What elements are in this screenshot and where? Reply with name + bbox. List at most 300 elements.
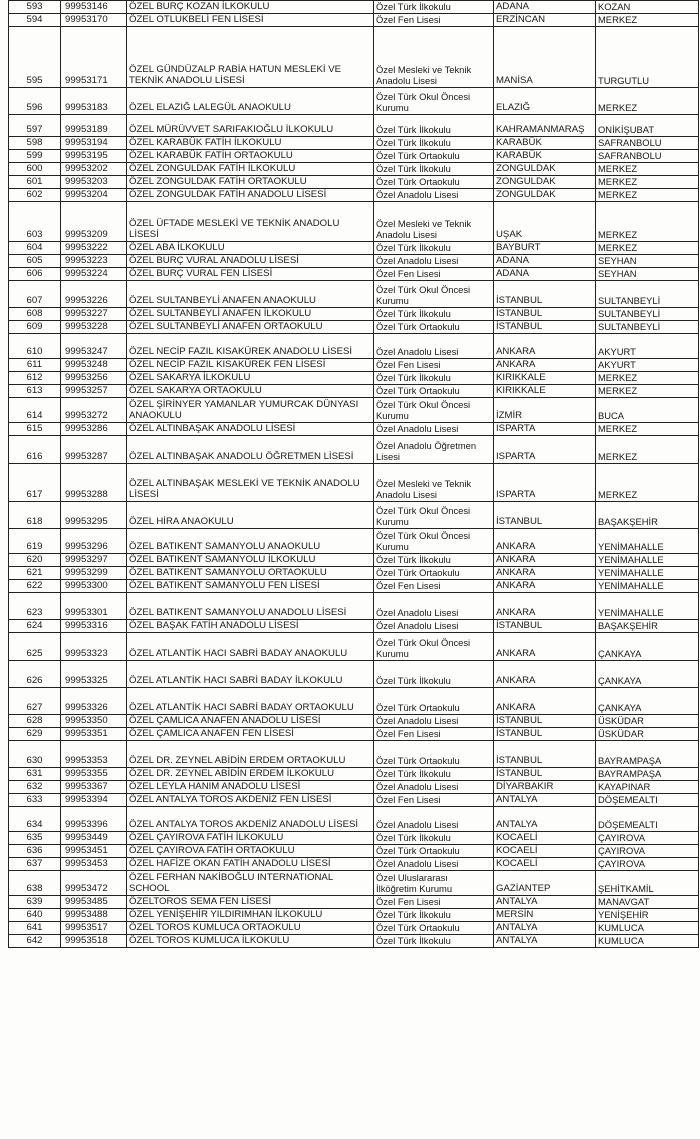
institution-type-cell: Özel Türk İlkokulu: [374, 242, 494, 255]
district-cell: SEYHAN: [596, 255, 699, 268]
institution-name-cell: ÖZEL ANTALYA TOROS AKDENİZ ANADOLU LİSESİ: [127, 807, 374, 832]
table-row: [9, 436, 699, 464]
institution-type-cell: Özel Mesleki ve Teknik Anadolu Lisesi: [374, 202, 494, 242]
institution-code-cell: 99953286: [61, 423, 127, 436]
institution-name-cell: ÖZEL OTLUKBELİ FEN LİSESİ: [127, 14, 374, 27]
row-number-cell: 638: [9, 871, 61, 896]
district-cell: SULTANBEYLİ: [596, 321, 699, 334]
province-cell: İSTANBUL: [494, 768, 596, 781]
table-row: [9, 620, 699, 633]
row-number-cell: 636: [9, 845, 61, 858]
row-number-cell: 610: [9, 334, 61, 359]
institution-name-cell: ÖZEL KARABÜK FATİH İLKOKULU: [127, 137, 374, 150]
institution-code-cell: 99953297: [61, 554, 127, 567]
institution-type-cell: Özel Uluslararası İlköğretim Kurumu: [374, 871, 494, 896]
institution-name-cell: ÖZEL BATIKENT SAMANYOLU İLKOKULU: [127, 554, 374, 567]
institution-code-cell: 99953326: [61, 688, 127, 715]
district-cell: ÇANKAYA: [596, 688, 699, 715]
institution-name-cell: ÖZEL BAŞAK FATİH ANADOLU LİSESİ: [127, 620, 374, 633]
institution-name-cell: ÖZEL ATLANTİK HACI SABRİ BADAY ANAOKULU: [127, 633, 374, 661]
institution-name-cell: ÖZEL TOROS KUMLUCA ORTAOKULU: [127, 922, 374, 935]
table-row: [9, 242, 699, 255]
institution-name-cell: ÖZEL GÜNDÜZALP RABİA HATUN MESLEKİ VE TEKNİK ANADOLU LİSESİ: [127, 27, 374, 88]
province-cell: İZMİR: [494, 398, 596, 423]
institution-name-cell: ÖZEL MÜRÜVVET SARIFAKIOĞLU İLKOKULU: [127, 115, 374, 137]
district-cell: YENİMAHALLE: [596, 580, 699, 593]
district-cell: SAFRANBOLU: [596, 137, 699, 150]
row-number-cell: 628: [9, 715, 61, 728]
institution-code-cell: 99953485: [61, 896, 127, 909]
institution-type-cell: Özel Anadolu Lisesi: [374, 334, 494, 359]
institution-type-cell: Özel Türk Ortaokulu: [374, 176, 494, 189]
row-number-cell: 600: [9, 163, 61, 176]
institution-code-cell: 99953194: [61, 137, 127, 150]
province-cell: ANKARA: [494, 633, 596, 661]
province-cell: ANKARA: [494, 593, 596, 620]
institution-code-cell: 99953355: [61, 768, 127, 781]
institution-type-cell: Özel Fen Lisesi: [374, 794, 494, 807]
institution-code-cell: 99953287: [61, 436, 127, 464]
row-number-cell: 598: [9, 137, 61, 150]
district-cell: ÜSKÜDAR: [596, 728, 699, 741]
institution-code-cell: 99953316: [61, 620, 127, 633]
province-cell: KOCAELİ: [494, 832, 596, 845]
institution-name-cell: ÖZEL ÜFTADE MESLEKİ VE TEKNİK ANADOLU LİSESİ: [127, 202, 374, 242]
province-cell: KIRIKKALE: [494, 372, 596, 385]
table-row: [9, 715, 699, 728]
institution-name-cell: ÖZEL BATIKENT SAMANYOLU ANADOLU LİSESİ: [127, 593, 374, 620]
institution-code-cell: 99953171: [61, 27, 127, 88]
institution-code-cell: 99953272: [61, 398, 127, 423]
province-cell: ANKARA: [494, 567, 596, 580]
table-row: [9, 115, 699, 137]
table-row: [9, 150, 699, 163]
row-number-cell: 621: [9, 567, 61, 580]
institution-name-cell: ÖZEL ZONGULDAK FATİH İLKOKULU: [127, 163, 374, 176]
table-row: [9, 176, 699, 189]
institution-code-cell: 99953453: [61, 858, 127, 871]
table-row: [9, 781, 699, 794]
province-cell: ANTALYA: [494, 922, 596, 935]
table-row: [9, 163, 699, 176]
row-number-cell: 614: [9, 398, 61, 423]
institution-name-cell: ÖZEL FERHAN NAKİBOĞLU INTERNATIONAL SCHOOL: [127, 871, 374, 896]
province-cell: ANTALYA: [494, 794, 596, 807]
institution-name-cell: ÖZEL ATLANTİK HACI SABRİ BADAY ORTAOKULU: [127, 688, 374, 715]
row-number-cell: 613: [9, 385, 61, 398]
institution-name-cell: ÖZEL ŞİRİNYER YAMANLAR YUMURCAK DÜNYASI ANAOKULU: [127, 398, 374, 423]
province-cell: ANTALYA: [494, 935, 596, 948]
district-cell: MERKEZ: [596, 385, 699, 398]
institution-code-cell: 99953227: [61, 308, 127, 321]
row-number-cell: 612: [9, 372, 61, 385]
row-number-cell: 627: [9, 688, 61, 715]
row-number-cell: 599: [9, 150, 61, 163]
institution-type-cell: Özel Türk İlkokulu: [374, 163, 494, 176]
institution-type-cell: Özel Anadolu Lisesi: [374, 255, 494, 268]
table-row: [9, 27, 699, 88]
district-cell: DÖŞEMEALTI: [596, 794, 699, 807]
institution-name-cell: ÖZEL BATIKENT SAMANYOLU FEN LİSESİ: [127, 580, 374, 593]
institution-name-cell: ÖZEL DR. ZEYNEL ABİDİN ERDEM ORTAOKULU: [127, 741, 374, 768]
province-cell: ANKARA: [494, 580, 596, 593]
institution-type-cell: Özel Anadolu Lisesi: [374, 423, 494, 436]
institution-code-cell: 99953394: [61, 794, 127, 807]
row-number-cell: 602: [9, 189, 61, 202]
institution-code-cell: 99953222: [61, 242, 127, 255]
institution-type-cell: Özel Türk İlkokulu: [374, 554, 494, 567]
row-number-cell: 595: [9, 27, 61, 88]
district-cell: BAYRAMPAŞA: [596, 741, 699, 768]
institution-type-cell: Özel Türk Ortaokulu: [374, 688, 494, 715]
district-cell: MERKEZ: [596, 372, 699, 385]
province-cell: KAHRAMANMARAŞ: [494, 115, 596, 137]
district-cell: MERKEZ: [596, 189, 699, 202]
row-number-cell: 593: [9, 1, 61, 14]
institution-code-cell: 99953189: [61, 115, 127, 137]
row-number-cell: 608: [9, 308, 61, 321]
institution-code-cell: 99953228: [61, 321, 127, 334]
table-row: [9, 768, 699, 781]
institution-type-cell: Özel Anadolu Lisesi: [374, 807, 494, 832]
row-number-cell: 615: [9, 423, 61, 436]
institution-type-cell: Özel Türk Okul Öncesi Kurumu: [374, 281, 494, 308]
row-number-cell: 637: [9, 858, 61, 871]
table-row: [9, 633, 699, 661]
row-number-cell: 642: [9, 935, 61, 948]
institution-code-cell: 99953299: [61, 567, 127, 580]
row-number-cell: 617: [9, 464, 61, 502]
table-row: [9, 567, 699, 580]
district-cell: ÇAYIROVA: [596, 858, 699, 871]
district-cell: BAŞAKŞEHİR: [596, 620, 699, 633]
district-cell: KUMLUCA: [596, 935, 699, 948]
institution-type-cell: Özel Türk İlkokulu: [374, 308, 494, 321]
institution-code-cell: 99953295: [61, 502, 127, 529]
province-cell: ANKARA: [494, 334, 596, 359]
table-row: [9, 580, 699, 593]
province-cell: KOCAELİ: [494, 858, 596, 871]
institution-code-cell: 99953323: [61, 633, 127, 661]
district-cell: MERKEZ: [596, 202, 699, 242]
province-cell: MERSİN: [494, 909, 596, 922]
district-cell: SULTANBEYLİ: [596, 308, 699, 321]
district-cell: ONİKİŞUBAT: [596, 115, 699, 137]
institution-name-cell: ÖZEL SAKARYA İLKOKULU: [127, 372, 374, 385]
row-number-cell: 639: [9, 896, 61, 909]
district-cell: ÇAYIROVA: [596, 845, 699, 858]
table-row: [9, 922, 699, 935]
district-cell: ŞEHİTKAMİL: [596, 871, 699, 896]
district-cell: BAŞAKŞEHİR: [596, 502, 699, 529]
institution-code-cell: 99953472: [61, 871, 127, 896]
table-row: [9, 385, 699, 398]
district-cell: ÜSKÜDAR: [596, 715, 699, 728]
row-number-cell: 596: [9, 88, 61, 115]
table-row: [9, 909, 699, 922]
table-row: [9, 281, 699, 308]
institution-type-cell: Özel Türk Ortaokulu: [374, 741, 494, 768]
institution-code-cell: 99953256: [61, 372, 127, 385]
province-cell: İSTANBUL: [494, 620, 596, 633]
institution-code-cell: 99953209: [61, 202, 127, 242]
district-cell: SEYHAN: [596, 268, 699, 281]
row-number-cell: 601: [9, 176, 61, 189]
institution-type-cell: Özel Türk İlkokulu: [374, 832, 494, 845]
province-cell: İSTANBUL: [494, 502, 596, 529]
institution-code-cell: 99953288: [61, 464, 127, 502]
institution-type-cell: Özel Fen Lisesi: [374, 14, 494, 27]
institution-type-cell: Özel Fen Lisesi: [374, 896, 494, 909]
institution-code-cell: 99953488: [61, 909, 127, 922]
institution-name-cell: ÖZELTOROS SEMA FEN LİSESİ: [127, 896, 374, 909]
row-number-cell: 626: [9, 661, 61, 688]
province-cell: İSTANBUL: [494, 321, 596, 334]
institution-name-cell: ÖZEL SAKARYA ORTAOKULU: [127, 385, 374, 398]
institution-name-cell: ÖZEL HAFİZE OKAN FATİH ANADOLU LİSESİ: [127, 858, 374, 871]
institution-type-cell: Özel Türk Ortaokulu: [374, 845, 494, 858]
district-cell: ÇANKAYA: [596, 633, 699, 661]
institution-type-cell: Özel Mesleki ve Teknik Anadolu Lisesi: [374, 464, 494, 502]
district-cell: ÇAYIROVA: [596, 832, 699, 845]
province-cell: ADANA: [494, 255, 596, 268]
institution-code-cell: 99953223: [61, 255, 127, 268]
row-number-cell: 620: [9, 554, 61, 567]
institution-name-cell: ÖZEL TOROS KUMLUCA İLKOKULU: [127, 935, 374, 948]
institution-code-cell: 99953449: [61, 832, 127, 845]
district-cell: YENİMAHALLE: [596, 567, 699, 580]
table-row: [9, 372, 699, 385]
row-number-cell: 631: [9, 768, 61, 781]
institution-type-cell: Özel Anadolu Lisesi: [374, 189, 494, 202]
table-row: [9, 464, 699, 502]
institution-code-cell: 99953202: [61, 163, 127, 176]
institution-code-cell: 99953451: [61, 845, 127, 858]
table-row: [9, 529, 699, 554]
institution-name-cell: ÖZEL ELAZIĞ LALEGÜL ANAOKULU: [127, 88, 374, 115]
institution-type-cell: Özel Anadolu Lisesi: [374, 620, 494, 633]
institution-type-cell: Özel Türk Ortaokulu: [374, 922, 494, 935]
institution-name-cell: ÖZEL HİRA ANAOKULU: [127, 502, 374, 529]
table-row: [9, 688, 699, 715]
institution-name-cell: ÖZEL ABA İLKOKULU: [127, 242, 374, 255]
institution-type-cell: Özel Türk Okul Öncesi Kurumu: [374, 502, 494, 529]
province-cell: DİYARBAKIR: [494, 781, 596, 794]
institution-type-cell: Özel Anadolu Lisesi: [374, 781, 494, 794]
province-cell: İSTANBUL: [494, 281, 596, 308]
institution-type-cell: Özel Anadolu Lisesi: [374, 715, 494, 728]
institution-type-cell: Özel Türk Okul Öncesi Kurumu: [374, 88, 494, 115]
institution-name-cell: ÖZEL SULTANBEYLİ ANAFEN İLKOKULU: [127, 308, 374, 321]
table-row: [9, 832, 699, 845]
institution-name-cell: ÖZEL BURÇ VURAL ANADOLU LİSESİ: [127, 255, 374, 268]
province-cell: BAYBURT: [494, 242, 596, 255]
institution-type-cell: Özel Fen Lisesi: [374, 359, 494, 372]
province-cell: ERZİNCAN: [494, 14, 596, 27]
institution-code-cell: 99953518: [61, 935, 127, 948]
row-number-cell: 603: [9, 202, 61, 242]
institution-type-cell: Özel Türk İlkokulu: [374, 115, 494, 137]
institution-code-cell: 99953296: [61, 529, 127, 554]
province-cell: İSTANBUL: [494, 741, 596, 768]
district-cell: YENİMAHALLE: [596, 529, 699, 554]
table-row: [9, 807, 699, 832]
institution-name-cell: ÖZEL SULTANBEYLİ ANAFEN ORTAOKULU: [127, 321, 374, 334]
institution-type-cell: Özel Anadolu Lisesi: [374, 593, 494, 620]
table-row: [9, 935, 699, 948]
province-cell: ELAZIĞ: [494, 88, 596, 115]
district-cell: BAYRAMPAŞA: [596, 768, 699, 781]
institution-code-cell: 99953226: [61, 281, 127, 308]
district-cell: ÇANKAYA: [596, 661, 699, 688]
district-cell: MERKEZ: [596, 464, 699, 502]
district-cell: YENİMAHALLE: [596, 593, 699, 620]
row-number-cell: 641: [9, 922, 61, 935]
table-row: [9, 423, 699, 436]
institution-type-cell: Özel Fen Lisesi: [374, 728, 494, 741]
row-number-cell: 624: [9, 620, 61, 633]
institution-name-cell: ÖZEL ZONGULDAK FATİH ORTAOKULU: [127, 176, 374, 189]
province-cell: İSTANBUL: [494, 728, 596, 741]
institution-type-cell: Özel Anadolu Lisesi: [374, 858, 494, 871]
province-cell: MANİSA: [494, 27, 596, 88]
district-cell: MERKEZ: [596, 423, 699, 436]
district-cell: MERKEZ: [596, 436, 699, 464]
district-cell: KOZAN: [596, 1, 699, 14]
institution-type-cell: Özel Türk Ortaokulu: [374, 567, 494, 580]
row-number-cell: 632: [9, 781, 61, 794]
institution-code-cell: 99953300: [61, 580, 127, 593]
row-number-cell: 635: [9, 832, 61, 845]
institution-code-cell: 99953183: [61, 88, 127, 115]
institution-type-cell: Özel Türk Okul Öncesi Kurumu: [374, 529, 494, 554]
institution-name-cell: ÖZEL DR. ZEYNEL ABİDİN ERDEM İLKOKULU: [127, 768, 374, 781]
table-row: [9, 661, 699, 688]
district-cell: SULTANBEYLİ: [596, 281, 699, 308]
district-cell: MERKEZ: [596, 242, 699, 255]
province-cell: UŞAK: [494, 202, 596, 242]
institution-type-cell: Özel Türk İlkokulu: [374, 768, 494, 781]
district-cell: MERKEZ: [596, 14, 699, 27]
province-cell: ADANA: [494, 1, 596, 14]
province-cell: ANKARA: [494, 688, 596, 715]
table-row: [9, 359, 699, 372]
table-row: [9, 794, 699, 807]
province-cell: ISPARTA: [494, 436, 596, 464]
table-row: [9, 871, 699, 896]
table-row: [9, 308, 699, 321]
row-number-cell: 604: [9, 242, 61, 255]
table-row: [9, 189, 699, 202]
district-cell: MANAVGAT: [596, 896, 699, 909]
table-row: [9, 845, 699, 858]
table-row: [9, 728, 699, 741]
institution-type-cell: Özel Türk İlkokulu: [374, 372, 494, 385]
province-cell: ISPARTA: [494, 423, 596, 436]
province-cell: KIRIKKALE: [494, 385, 596, 398]
province-cell: GAZİANTEP: [494, 871, 596, 896]
province-cell: İSTANBUL: [494, 715, 596, 728]
institution-name-cell: ÖZEL ÇAYIROVA FATİH ORTAOKULU: [127, 845, 374, 858]
row-number-cell: 634: [9, 807, 61, 832]
district-cell: YENİMAHALLE: [596, 554, 699, 567]
institution-name-cell: ÖZEL KARABÜK FATİH ORTAOKULU: [127, 150, 374, 163]
province-cell: KOCAELİ: [494, 845, 596, 858]
institution-code-cell: 99953396: [61, 807, 127, 832]
row-number-cell: 594: [9, 14, 61, 27]
institution-code-cell: 99953351: [61, 728, 127, 741]
table-row: [9, 741, 699, 768]
row-number-cell: 633: [9, 794, 61, 807]
institution-code-cell: 99953248: [61, 359, 127, 372]
institution-code-cell: 99953257: [61, 385, 127, 398]
district-cell: YENİŞEHİR: [596, 909, 699, 922]
institution-type-cell: Özel Türk İlkokulu: [374, 661, 494, 688]
institution-code-cell: 99953350: [61, 715, 127, 728]
institution-code-cell: 99953367: [61, 781, 127, 794]
province-cell: ZONGULDAK: [494, 189, 596, 202]
institution-name-cell: ÖZEL NECİP FAZIL KISAKÜREK FEN LİSESİ: [127, 359, 374, 372]
province-cell: KARABÜK: [494, 137, 596, 150]
row-number-cell: 618: [9, 502, 61, 529]
province-cell: ANKARA: [494, 661, 596, 688]
institution-name-cell: ÖZEL ALTINBAŞAK MESLEKİ VE TEKNİK ANADOLU LİSESİ: [127, 464, 374, 502]
table-row: [9, 858, 699, 871]
institution-code-cell: 99953325: [61, 661, 127, 688]
province-cell: ZONGULDAK: [494, 163, 596, 176]
table-row: [9, 268, 699, 281]
row-number-cell: 605: [9, 255, 61, 268]
table-row: [9, 14, 699, 27]
province-cell: ISPARTA: [494, 464, 596, 502]
institution-name-cell: ÖZEL BATIKENT SAMANYOLU ANAOKULU: [127, 529, 374, 554]
district-cell: SAFRANBOLU: [596, 150, 699, 163]
province-cell: ADANA: [494, 268, 596, 281]
institution-type-cell: Özel Türk Ortaokulu: [374, 321, 494, 334]
row-number-cell: 619: [9, 529, 61, 554]
province-cell: ANKARA: [494, 554, 596, 567]
institution-name-cell: ÖZEL ÇAMLICA ANAFEN FEN LİSESİ: [127, 728, 374, 741]
institution-type-cell: Özel Anadolu Öğretmen Lisesi: [374, 436, 494, 464]
district-cell: TURGUTLU: [596, 27, 699, 88]
institution-code-cell: 99953247: [61, 334, 127, 359]
institution-code-cell: 99953146: [61, 1, 127, 14]
table-row: [9, 593, 699, 620]
institution-name-cell: ÖZEL YENİŞEHİR YILDIRIMHAN İLKOKULU: [127, 909, 374, 922]
institution-name-cell: ÖZEL ÇAYIROVA FATİH İLKOKULU: [127, 832, 374, 845]
institution-name-cell: ÖZEL ÇAMLICA ANAFEN ANADOLU LİSESİ: [127, 715, 374, 728]
institution-name-cell: ÖZEL ANTALYA TOROS AKDENİZ FEN LİSESİ: [127, 794, 374, 807]
table-row: [9, 255, 699, 268]
institution-type-cell: Özel Türk Okul Öncesi Kurumu: [374, 633, 494, 661]
institution-type-cell: Özel Türk Ortaokulu: [374, 150, 494, 163]
district-cell: MERKEZ: [596, 88, 699, 115]
institution-code-cell: 99953203: [61, 176, 127, 189]
institution-code-cell: 99953204: [61, 189, 127, 202]
province-cell: ANKARA: [494, 529, 596, 554]
district-cell: KAYAPINAR: [596, 781, 699, 794]
table-row: [9, 202, 699, 242]
row-number-cell: 625: [9, 633, 61, 661]
table-row: [9, 502, 699, 529]
row-number-cell: 606: [9, 268, 61, 281]
institution-name-cell: ÖZEL BURÇ KOZAN İLKOKULU: [127, 1, 374, 14]
row-number-cell: 609: [9, 321, 61, 334]
row-number-cell: 616: [9, 436, 61, 464]
row-number-cell: 629: [9, 728, 61, 741]
institution-name-cell: ÖZEL SULTANBEYLİ ANAFEN ANAOKULU: [127, 281, 374, 308]
institution-name-cell: ÖZEL ATLANTİK HACI SABRİ BADAY İLKOKULU: [127, 661, 374, 688]
